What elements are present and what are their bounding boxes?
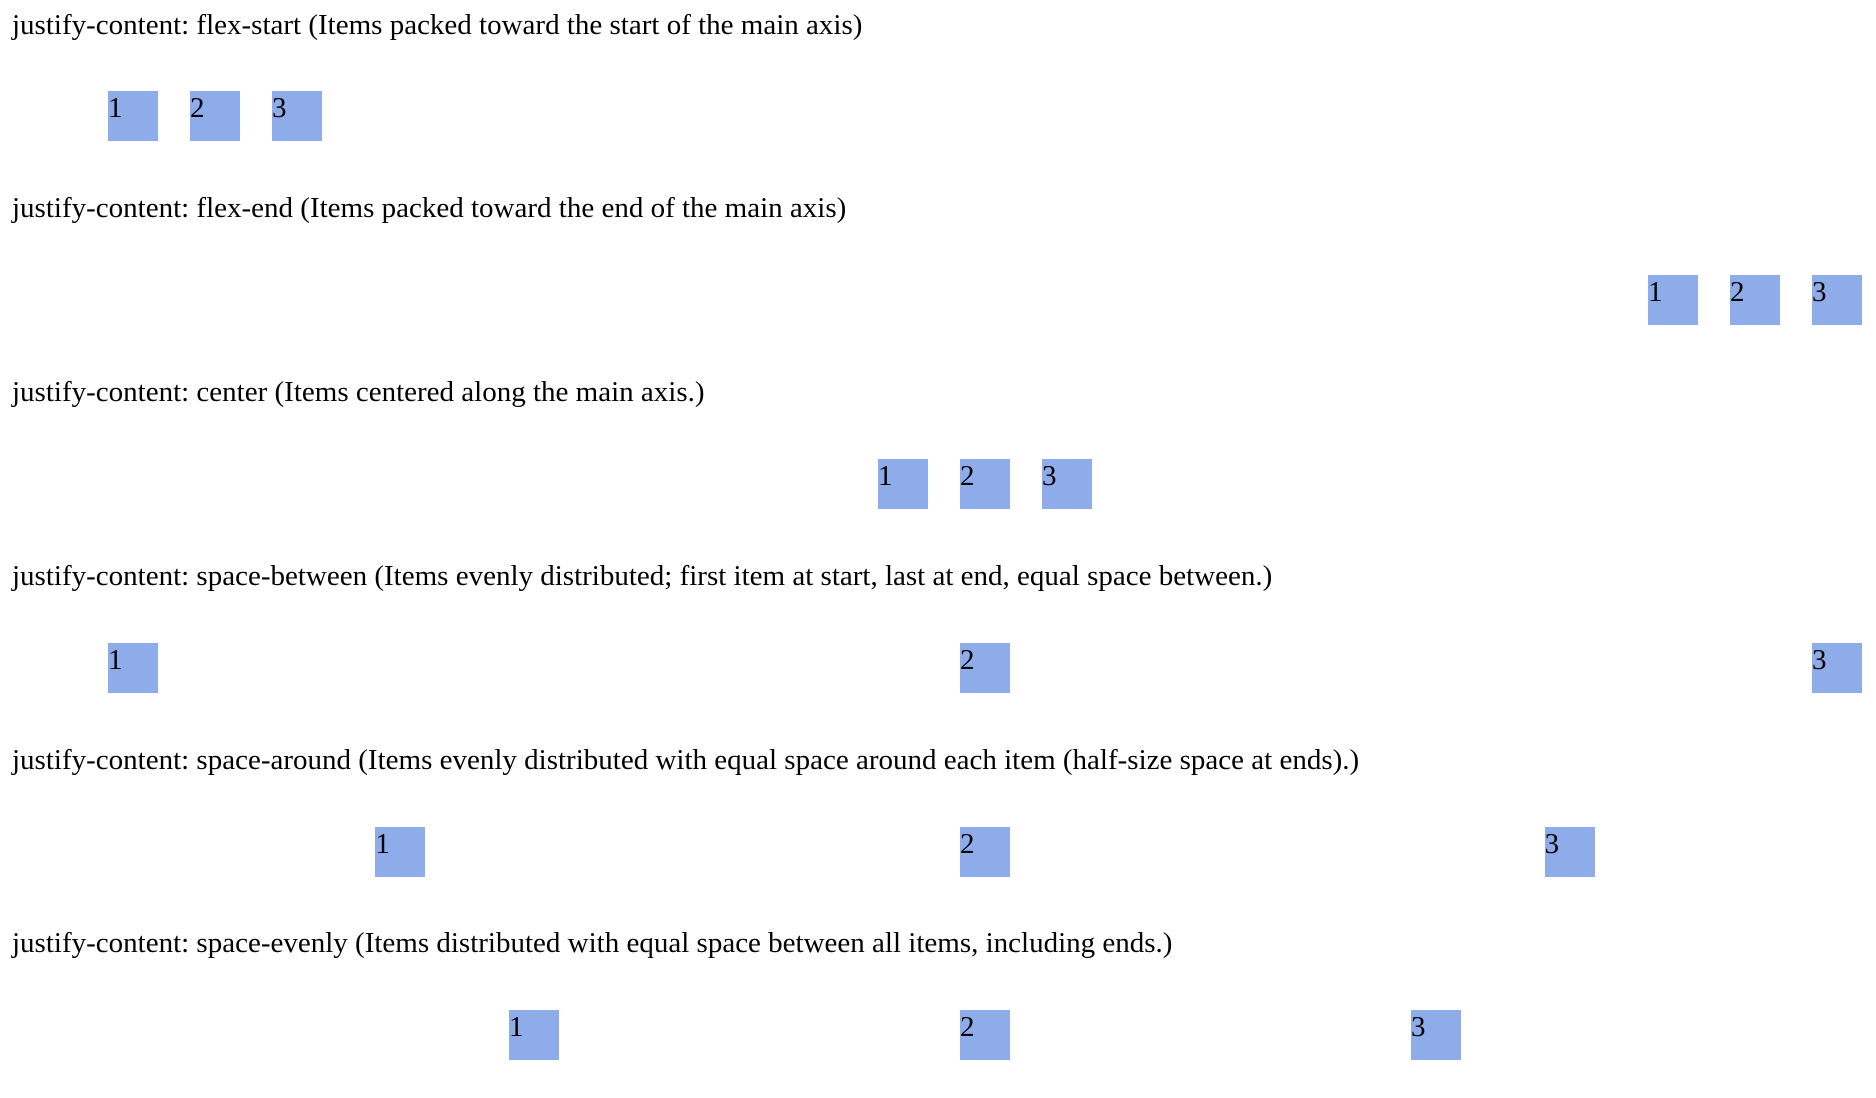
flex-container-center: [108, 459, 1862, 509]
flex-item: 2: [960, 643, 1010, 693]
flex-item: 1: [878, 459, 928, 509]
flex-item: 1: [108, 643, 158, 693]
flex-item: 2: [960, 827, 1010, 877]
flex-item: 2: [960, 459, 1010, 509]
flex-item: 2: [960, 1010, 1010, 1060]
flex-container-flex-start: [108, 91, 1862, 141]
flex-item: 3: [1545, 827, 1595, 877]
flex-item: 3: [272, 91, 322, 141]
flex-item: 1: [1648, 275, 1698, 325]
demo-label-space-between: justify-content: space-between (Items evenly distributed; first item at start, last at end, equal space between.): [12, 560, 1273, 592]
flex-container-space-around: [108, 827, 1862, 877]
demo-label-flex-start: justify-content: flex-start (Items packed toward the start of the main axis): [12, 9, 863, 41]
demo-label-space-evenly: justify-content: space-evenly (Items distributed with equal space between all items, including ends.): [12, 927, 1173, 959]
flex-item: 2: [1730, 275, 1780, 325]
flex-item: 1: [375, 827, 425, 877]
flex-item: 3: [1812, 643, 1862, 693]
flex-container-space-between: [108, 643, 1862, 693]
demo-label-center: justify-content: center (Items centered along the main axis.): [12, 376, 705, 408]
demo-label-space-around: justify-content: space-around (Items evenly distributed with equal space around each item (half-size space at ends).): [12, 744, 1360, 776]
flex-item: 1: [509, 1010, 559, 1060]
flex-item: 2: [190, 91, 240, 141]
flex-item: 3: [1042, 459, 1092, 509]
flex-item: 1: [108, 91, 158, 141]
flex-item: 3: [1812, 275, 1862, 325]
flex-item: 3: [1411, 1010, 1461, 1060]
flex-container-flex-end: [108, 275, 1862, 325]
flex-container-space-evenly: [108, 1010, 1862, 1060]
demo-label-flex-end: justify-content: flex-end (Items packed toward the end of the main axis): [12, 192, 847, 224]
